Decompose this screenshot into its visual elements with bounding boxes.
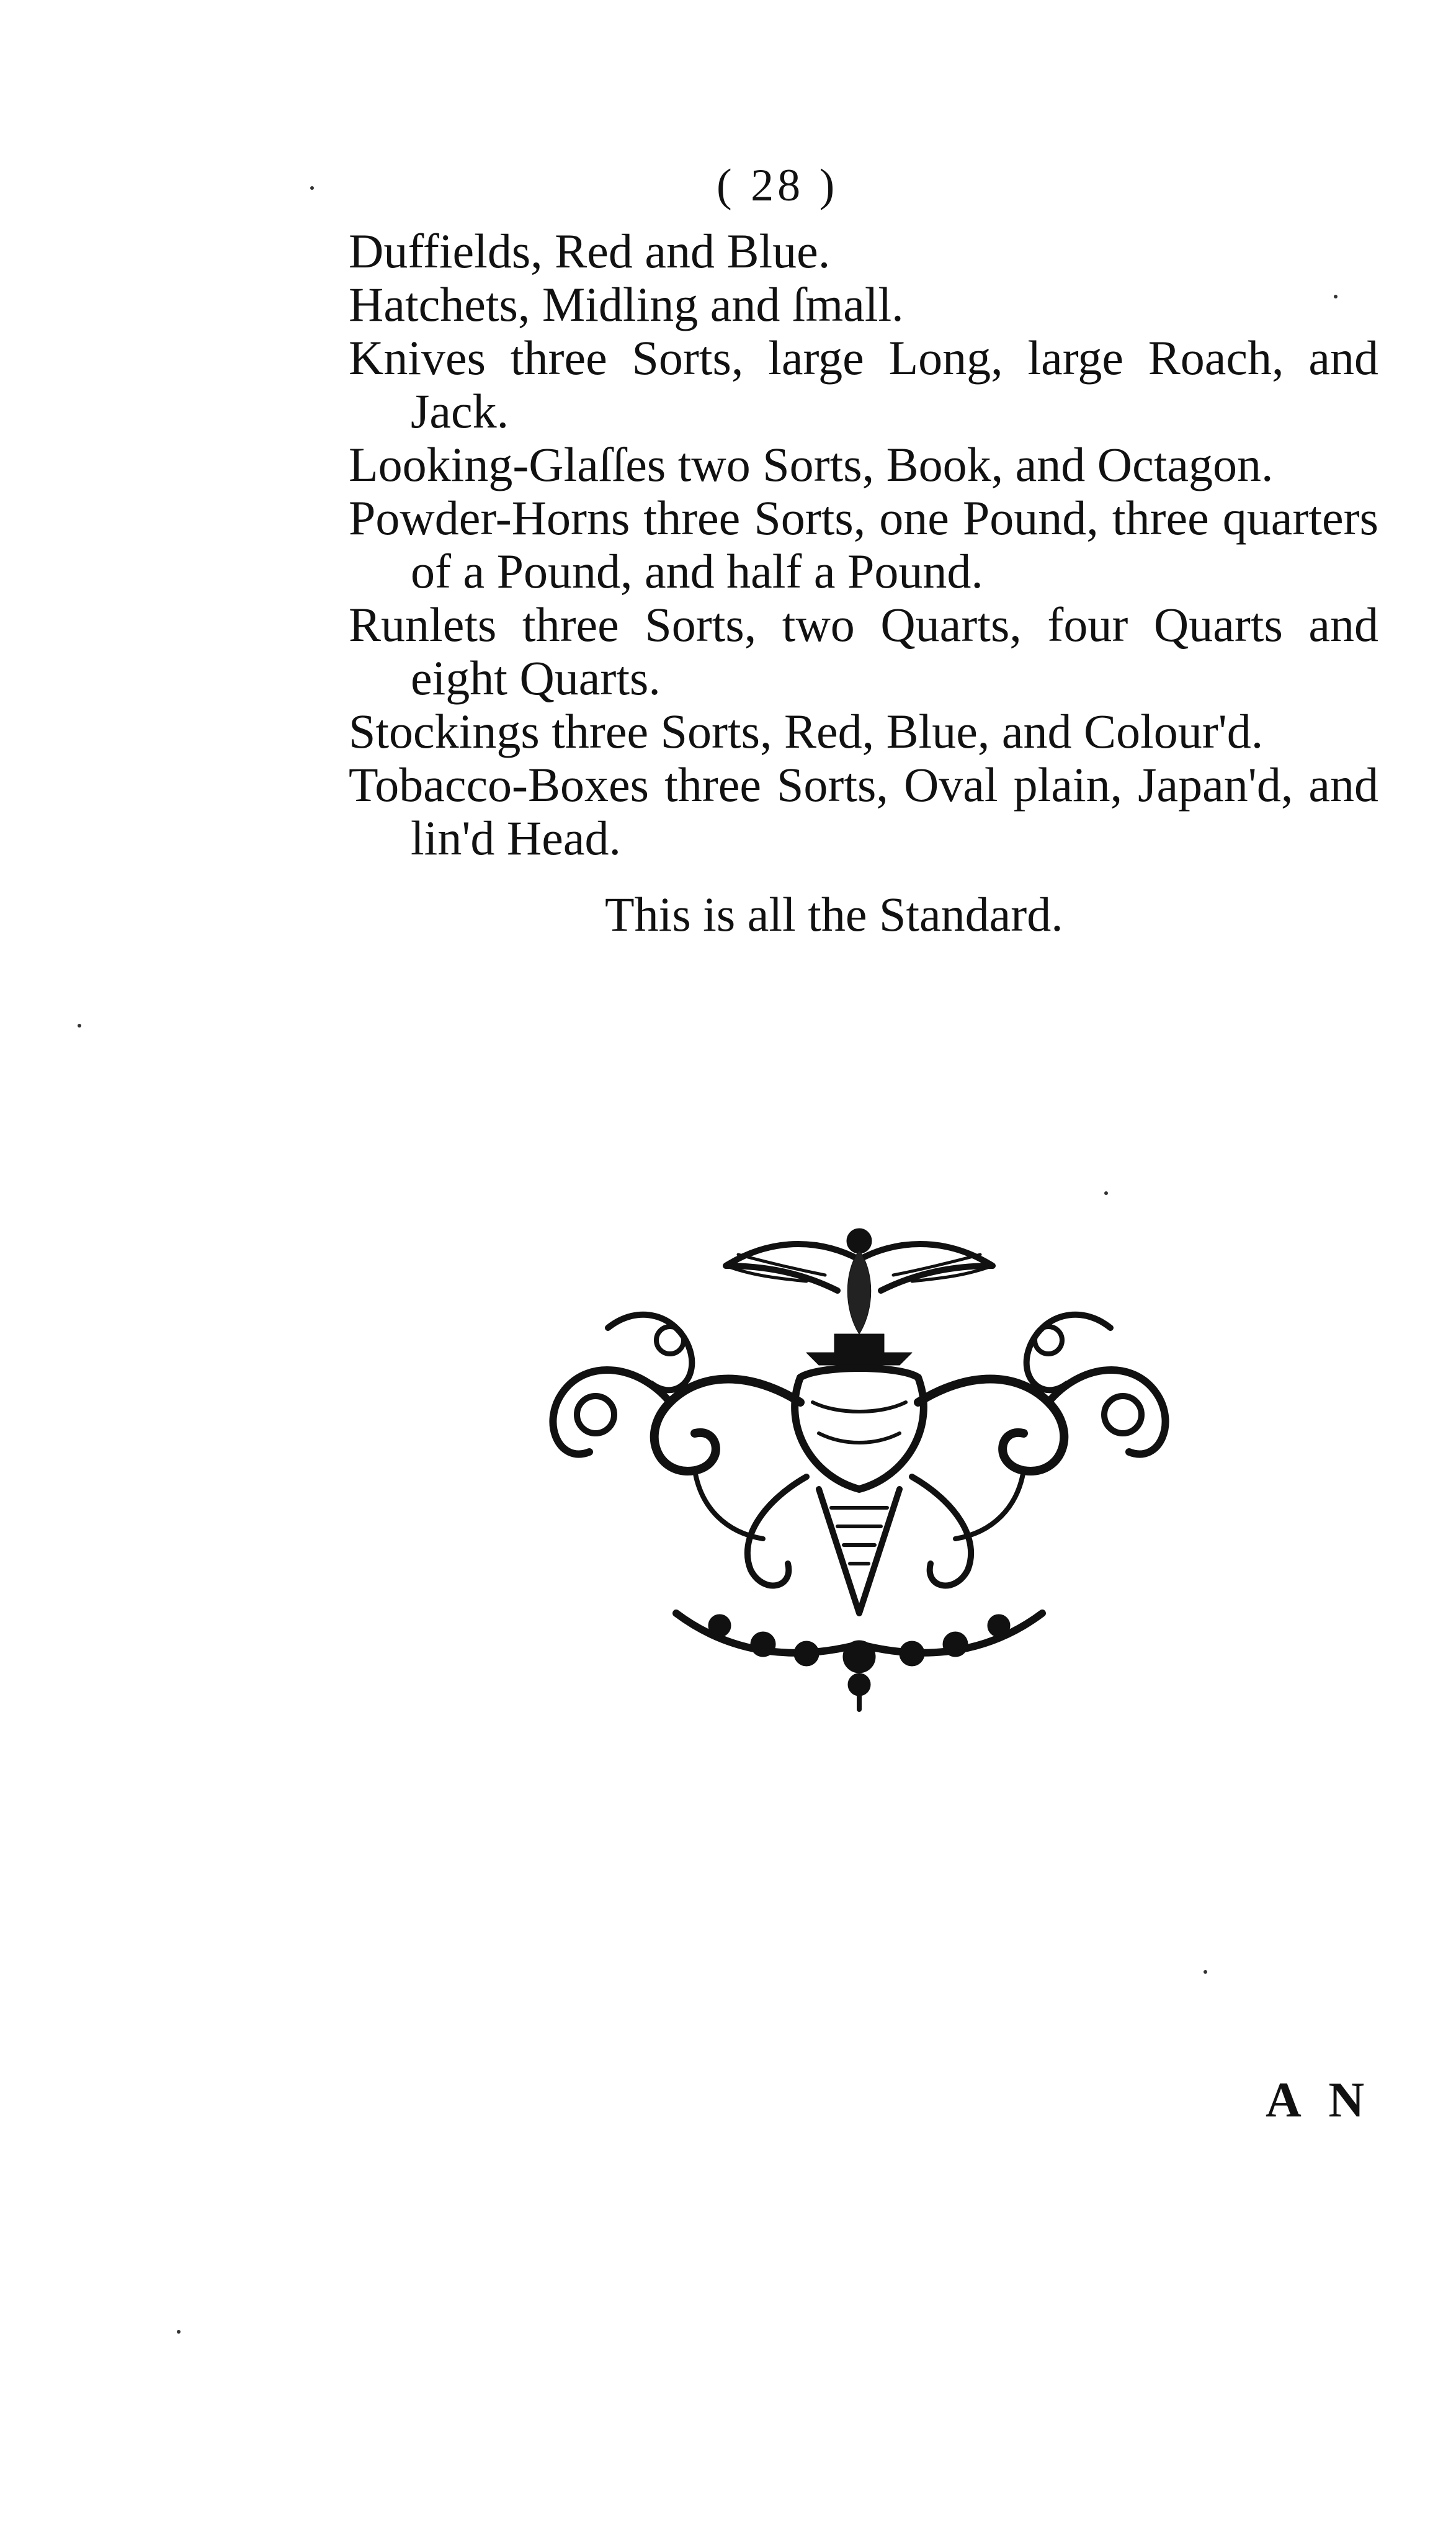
list-item: Runlets three Sorts, two Quarts, four Quarts and eight Quarts. xyxy=(349,598,1378,705)
list-item: Duffields, Red and Blue. xyxy=(349,224,831,278)
list-item: Looking-Glaſſes two Sorts, Book, and Octagon. xyxy=(349,437,1274,491)
summary-line: This is all the Standard. xyxy=(605,887,1063,941)
eagle-scroll-ornament-icon xyxy=(515,1216,1204,1713)
ink-speck xyxy=(177,2330,181,2334)
list-item: Tobacco-Boxes three Sorts, Oval plain, Japan'd, and lin'd Head. xyxy=(349,758,1378,865)
catchword: A N xyxy=(1266,2073,1373,2128)
ink-speck xyxy=(1104,1191,1108,1195)
ink-speck xyxy=(78,1024,81,1028)
standard-goods-list xyxy=(349,225,1378,865)
list-item: Hatchets, Midling and ſmall. xyxy=(349,277,904,331)
page-number: ( 28 ) xyxy=(717,160,839,211)
ink-speck xyxy=(1204,1970,1207,1974)
list-item: Stockings three Sorts, Red, Blue, and Colour'd. xyxy=(349,704,1264,758)
list-item: Knives three Sorts, large Long, large Roach, and Jack. xyxy=(349,331,1378,438)
list-item: Powder-Horns three Sorts, one Pound, three quarters of a Pound, and half a Pound. xyxy=(349,491,1378,598)
ink-speck xyxy=(1334,295,1338,298)
ink-speck xyxy=(310,186,314,190)
